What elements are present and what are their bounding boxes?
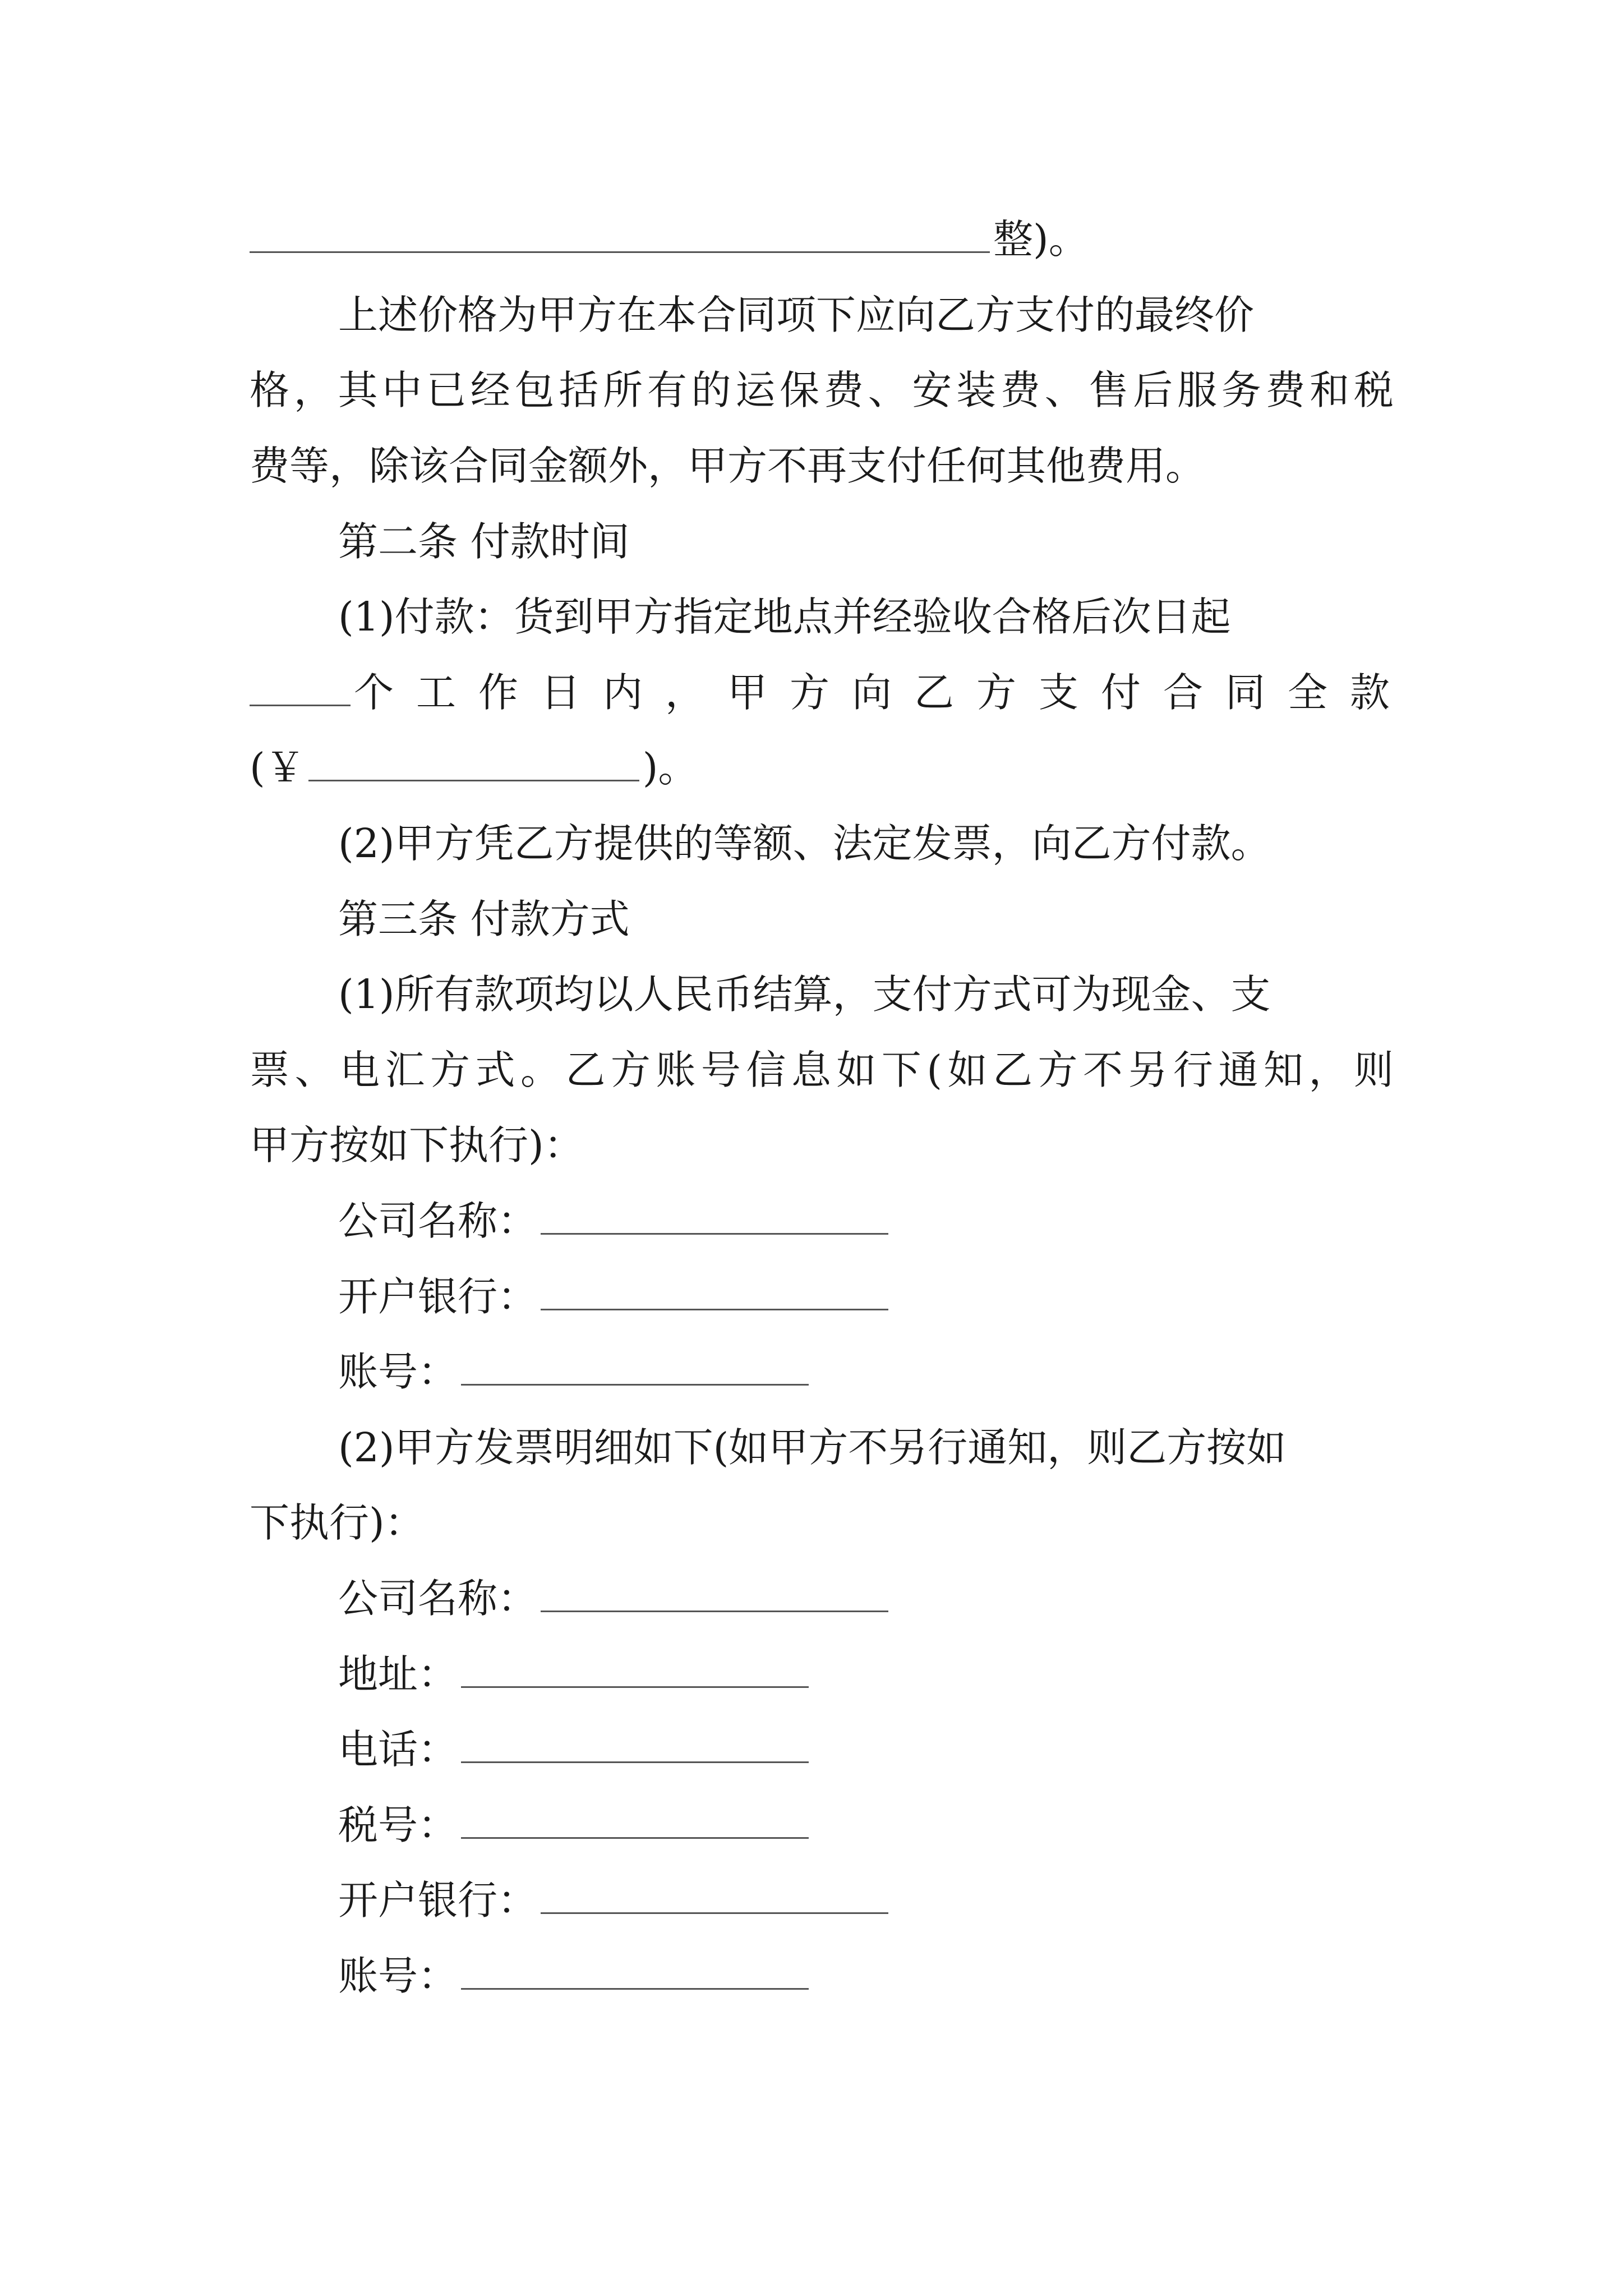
workdays-text: 个工作日内，甲方向乙方支付合同全款 <box>354 669 1413 716</box>
field-label: 账号： <box>338 1349 458 1395</box>
field-invoice-company <box>338 1571 1394 1627</box>
workdays-line <box>250 665 1413 721</box>
paragraph-line: 格，其中已经包括所有的运保费、安装费、售后服务费和税 <box>250 367 1394 413</box>
currency-prefix: (￥ <box>250 744 305 791</box>
article-heading: 第二条 付款时间 <box>338 518 630 565</box>
field-blank <box>541 1571 888 1612</box>
amount-words-suffix: 整)。 <box>993 216 1089 263</box>
paragraph-line: (2)甲方发票明细如下(如甲方不另行通知，则乙方按如 <box>338 1424 1287 1471</box>
article-heading: 第三条 付款方式 <box>338 896 630 942</box>
field-label: 公司名称： <box>338 1575 538 1622</box>
paragraph-line: 甲方按如下执行)： <box>250 1122 584 1168</box>
field-label: 账号： <box>338 1953 458 1999</box>
workdays-blank <box>250 665 351 706</box>
field-label: 地址： <box>338 1651 458 1697</box>
field-blank <box>541 1873 888 1914</box>
paragraph-line: (1)所有款项均以人民币结算，支付方式可为现金、支 <box>338 971 1271 1018</box>
price-statement-text: 上述价格为甲方在本合同项下应向乙方支付的最终价 <box>338 292 1255 338</box>
field-invoice-bank <box>338 1872 1394 1929</box>
field-blank <box>461 1722 809 1763</box>
paragraph-line <box>338 287 1394 343</box>
field-blank <box>461 1798 809 1839</box>
total-amount-blank <box>308 740 639 781</box>
total-amount-suffix: )。 <box>642 744 698 791</box>
field-bank <box>338 1269 1394 1325</box>
field-address <box>338 1646 1394 1703</box>
paragraph-line: (2)甲方凭乙方提供的等额、法定发票，向乙方付款。 <box>338 820 1271 867</box>
field-blank <box>461 1345 809 1386</box>
paragraph-line: 费等，除该合同金额外，甲方不再支付任何其他费用。 <box>250 443 1206 489</box>
paragraph-line: 票、电汇方式。乙方账号信息如下(如乙方不另行通知，则 <box>250 1047 1394 1093</box>
field-label: 税号： <box>338 1802 458 1848</box>
field-account <box>338 1344 1394 1400</box>
paragraph-line: 下执行)： <box>250 1499 425 1546</box>
field-blank <box>541 1194 888 1235</box>
field-invoice-account <box>338 1948 1394 2004</box>
amount-words-line <box>250 211 1394 268</box>
field-phone <box>338 1722 1394 1778</box>
field-label: 开户银行： <box>338 1877 538 1924</box>
field-blank <box>461 1647 809 1688</box>
field-tax-id <box>338 1797 1394 1853</box>
field-label: 电话： <box>338 1726 458 1773</box>
field-label: 开户银行： <box>338 1273 538 1320</box>
amount-words-blank <box>250 212 990 253</box>
field-label: 公司名称： <box>338 1198 538 1244</box>
paragraph-line: (1)付款：货到甲方指定地点并经验收合格后次日起 <box>338 593 1231 640</box>
field-blank <box>541 1269 888 1310</box>
field-company-name <box>338 1193 1394 1249</box>
total-amount-line <box>250 740 1394 796</box>
field-blank <box>461 1949 809 1990</box>
